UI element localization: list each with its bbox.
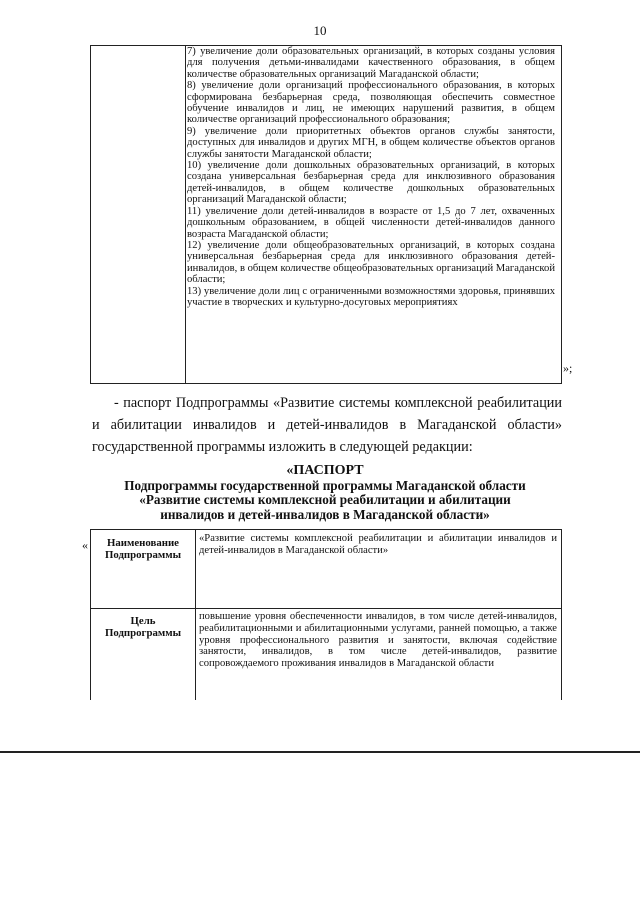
- row-value-name: «Развитие системы комплексной реабилитации и абилитации инвалидов и детей-инвалидов в Магаданской области»: [199, 533, 557, 556]
- body-paragraph: - паспорт Подпрограммы «Развитие системы комплексной реабилитации и абилитации инвалидов и детей-инвалидов в Магаданской области» государственной программы изложить в следующей редакции:: [92, 395, 562, 455]
- row-value-goal: повышение уровня обеспеченности инвалидов, в том числе детей-инвалидов, реабилитационными и абилитационными услугами, ранней помощью, а также уровня профессионального развития и занятости, включая содействие занятости, инвалидов, в том числе детей-инвалидов, развитие сопровождаемого проживания инвалидов в Магаданской области: [199, 611, 557, 670]
- indicator-item: 7) увеличение доли образовательных организаций, в которых созданы условия для получения детьми-инвалидами качественного образования, в общем количестве образовательных организаций Магаданской области;: [187, 46, 555, 80]
- top-continuation-table: [90, 45, 562, 384]
- row-divider: [91, 608, 561, 609]
- row-label-goal: Цель Подпрограммы: [104, 615, 182, 640]
- column-divider: [195, 530, 196, 700]
- bottom-rule: [0, 751, 640, 753]
- indicator-item: 9) увеличение доли приоритетных объектов органов службы занятости, доступных для инвалидов и других МГН, в общем количестве объектов органов службы занятости Магаданской области;: [187, 125, 555, 160]
- passport-table: [90, 529, 562, 700]
- closing-quote: »;: [563, 361, 573, 375]
- indicator-item: 13) увеличение доли лиц с ограниченными возможностями здоровья, принявших участие в творческих и культурно-досуговых мероприятиях: [187, 285, 555, 308]
- passport-heading: [90, 464, 560, 522]
- indicator-item: 12) увеличение доли общеобразовательных организаций, в которых создана универсальная безбарьерная среда для инклюзивного образования детей-инвалидов, в общем количестве общеобразовательных организаций Магаданской области;: [187, 239, 555, 286]
- passport-subtitle-line-2: «Развитие системы комплексной реабилитации и абилитации: [139, 492, 511, 508]
- page-number: 10: [313, 23, 327, 38]
- opening-quote: «: [82, 538, 88, 552]
- passport-title: «ПАСПОРТ: [286, 463, 364, 478]
- passport-subtitle-line-3: инвалидов и детей-инвалидов в Магаданской области»: [160, 506, 490, 522]
- passport-subtitle-line-1: Подпрограммы государственной программы Магаданской области: [124, 477, 526, 493]
- row-label-name: Наименование Подпрограммы: [104, 537, 182, 562]
- indicators-list: [187, 46, 555, 308]
- empty-label-column: [91, 46, 186, 383]
- indicator-item: 8) увеличение доли организаций профессионального образования, в которых сформирована безбарьерная среда, позволяющая обеспечить совместное обучение инвалидов и лиц, не имеющих нарушений развития, в общем количестве организаций профессионального образования;: [187, 80, 555, 126]
- indicator-item: 11) увеличение доли детей-инвалидов в возрасте от 1,5 до 7 лет, охваченных дошкольным образованием, в общей численности детей-инвалидов данного возраста Магаданской области;: [187, 205, 555, 240]
- indicator-item: 10) увеличение доли дошкольных образовательных организаций, в которых создана универсальная безбарьерная среда для инклюзивного образования детей-инвалидов, в общем количестве дошкольных образовательных организаций Магаданской области;: [187, 160, 555, 206]
